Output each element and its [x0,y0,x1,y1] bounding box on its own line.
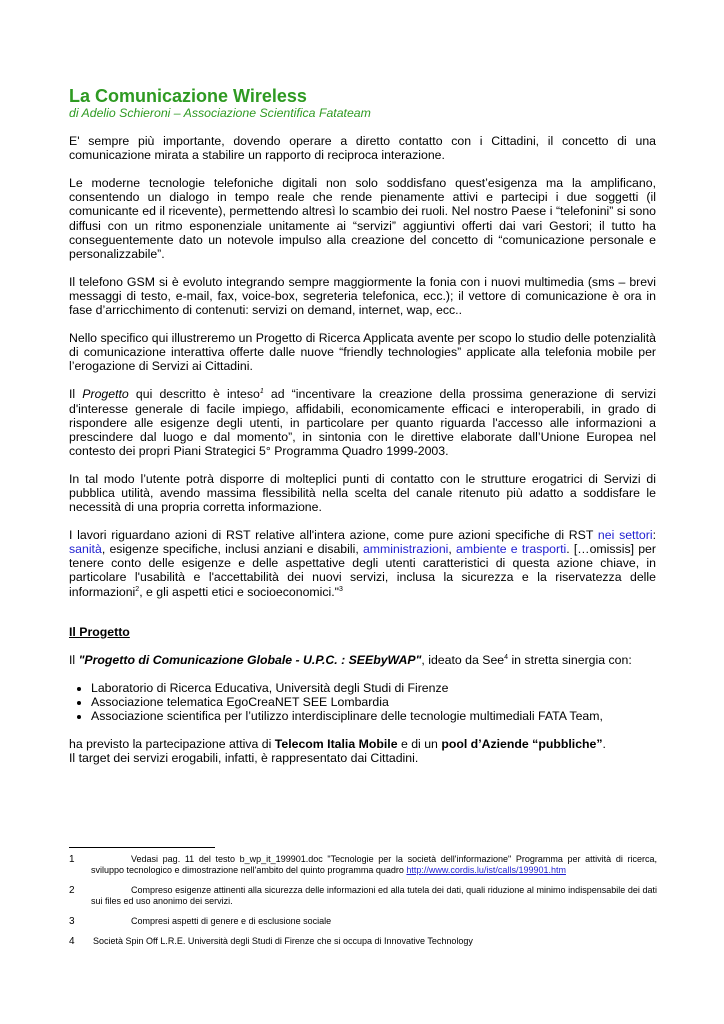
footnote-text: Compresi aspetti di genere e di esclusione sociale [131,916,332,926]
list-item: • Associazione scientifica per l’utilizzo interdisciplinare delle tecnologie multimediali FATA Team, [91,709,656,723]
paragraph-2: Le moderne tecnologie telefoniche digitali non solo soddisfano quest’esigenza ma la amplificano, consentendo un dialogo in tempo reale che rende pienamente attivi e partecipi i due soggetti (il comunicante ed il ricevente), permettendo altresì lo scambio dei ruoli. Nel nostro Paese i “telefonini” si sono diffusi con un ritmo esponenziale unitamente ai “servizi” aggiuntivi offerti dai vari Gestori; il tutto ha conseguentemente dato un notevole impulso alla creazione del concetto di “comunicazione personale e personalizzabile”. [69,176,656,261]
paragraph-9: ha previsto la partecipazione attiva di Telecom Italia Mobile e di un pool d’Aziende “pubbliche”. Il target dei servizi erogabili, infatti, è rappresentato dai Cittadini. [69,737,606,766]
footnote-4 [69,936,657,947]
footnote-ref-2[interactable]: 2 [135,585,140,593]
document-body [69,86,656,765]
document-subtitle: di Adelio Schieroni – Associazione Scientifica Fatateam [69,106,371,120]
telecom-bold: Telecom Italia Mobile [274,737,398,752]
footnote-separator [69,847,215,848]
footnote-2 [69,885,657,907]
document-title: La Comunicazione Wireless [69,86,307,106]
pool-bold: pool d’Aziende “pubbliche” [441,737,603,752]
paragraph-7: I lavori riguardano azioni di RST relative all'intera azione, come pure azioni specifiche di RST nei settori: sanità, esigenze specifiche, inclusi anziani e disabili, amministrazioni, ambiente e trasporti. […omissis] per tenere conto delle esigenze e delle aspettative degli utenti caratteristici di questa azione chiave, in particolare l'usabilità e l'accettabilità dei nuovi servizi, inclusa la sicurezza e la riservatezza delle informazioni$^2$, e gli aspetti etici e socioeconomici."$^3$ [69,528,656,599]
footnote-3 [69,916,657,927]
footnote-1 [69,854,657,876]
footnotes [69,847,657,956]
progetto-italic: Progetto [82,387,129,402]
footnote-text: Compreso esigenze attinenti alla sicurezza delle informazioni ed alla tutela dei dati, quali riduzione al minimo indispensabile dei dati sui files ed uso anonimo dei servizi. [91,885,657,906]
partners-list [69,681,656,723]
paragraph-3: Il telefono GSM si è evoluto integrando sempre maggiormente la fonia con i nuovi multimedia (sms – brevi messaggi di testo, e-mail, fax, voice-box, segreteria telefonica, ecc.); il vettore di comunicazione è ora in fase d’arricchimento di contenuti: servizi on demand, internet, wap, ecc.. [69,274,656,318]
paragraph-8: Il "Progetto di Comunicazione Globale - U.P.C. : SEEbyWAP", ideato da See$^4$ in stretta sinergia con: [69,652,632,667]
footnote-ref-4[interactable]: 4 [504,653,509,661]
list-item: • Laboratorio di Ricerca Educativa, Università degli Studi di Firenze [91,681,656,695]
link-amministrazioni[interactable]: amministrazioni [362,542,449,557]
link-ambiente-trasporti[interactable]: ambiente e trasporti [456,542,567,557]
paragraph-4: Nello specifico qui illustreremo un Progetto di Ricerca Applicata avente per scopo lo studio delle potenzialità di comunicazione interattiva offerte dalle nuove “friendly technologies” applicate alla telefonia mobile per l’erogazione di Servizi ai Cittadini. [69,331,656,374]
footnote-ref-1[interactable]: 1 [259,388,264,396]
footnote-number: 4 [69,936,75,947]
cordis-link[interactable]: http://www.cordis.lu/ist/calls/199901.htm [406,865,566,875]
paragraph-6: In tal modo l’utente potrà disporre di molteplici punti di contatto con le strutture erogatrici di Servizi di pubblica utilità, avendo massima flessibilità nella scelta del canale ritenuto più adatto a soddisfare le necessità di una propria corretta informazione. [69,471,656,515]
link-nei-settori[interactable]: nei settori [597,528,653,543]
footnote-text: Società Spin Off L.R.E. Università degli Studi di Firenze che si occupa di Innovative Technology [93,936,473,946]
paragraph-1: E' sempre più importante, dovendo operare a diretto contatto con i Cittadini, il concetto di una comunicazione mirata a stabilire un rapporto di reciproca interazione. [69,134,656,163]
footnote-number: 1 [69,854,75,865]
footnote-number: 3 [69,916,75,927]
footnote-number: 2 [69,885,75,896]
link-sanita[interactable]: sanità [69,542,102,557]
footnote-ref-3[interactable]: 3 [339,585,343,593]
project-name: "Progetto di Comunicazione Globale - U.P.C. : SEEbyWAP" [78,652,422,667]
list-item: • Associazione telematica EgoCreaNET SEE Lombardia [91,695,656,709]
section-heading-il-progetto: Il Progetto [69,624,130,639]
paragraph-5: Il Progetto qui descritto è inteso$^1$ ad “incentivare la creazione della prossima generazione di servizi d'interesse generale di facile impiego, affidabili, economicamente efficaci e interoperabili, in grado di rispondere alle esigenze degli utenti, in particolare per quanto riguarda l'accesso alle informazioni a prescindere dal luogo e dal momento”, in sintonia con le direttive elaborate dall’Unione Europea nel contesto dei propri Piani Strategici 5° Programma Quadro 1999-2003. [69,387,657,458]
footnote-text: Vedasi pag. 11 del testo b_wp_it_199901.doc "Tecnologie per la società dell'informazione" Programma per attività di ricerca, sviluppo tecnologico e dimostrazione nell'ambito del quinto programma quadro [91,854,657,875]
